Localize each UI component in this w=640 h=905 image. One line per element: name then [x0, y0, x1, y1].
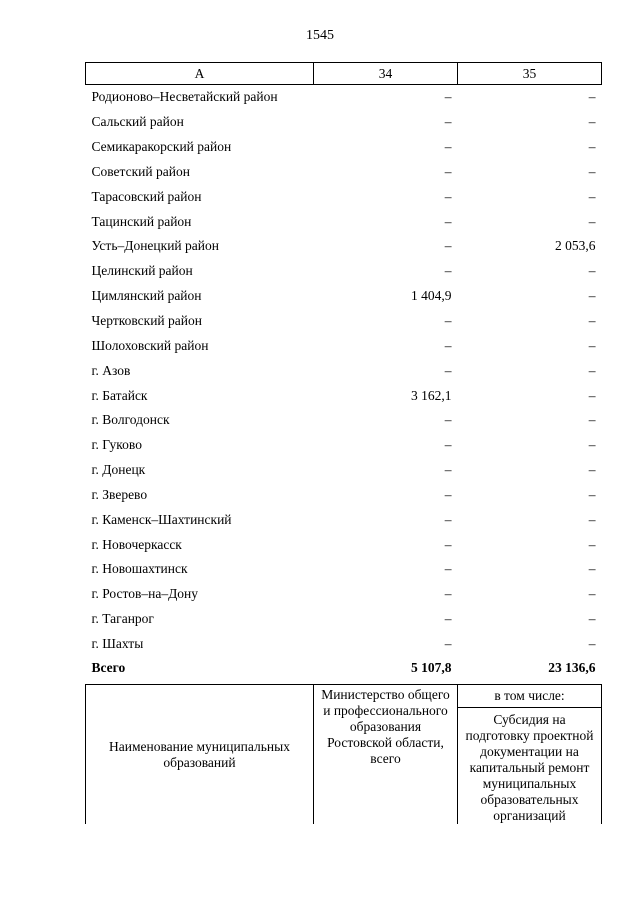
- table-row: [86, 135, 602, 160]
- value-34-cell: –: [444, 437, 452, 453]
- value-34-cell: –: [444, 163, 452, 179]
- value-34-cell: –: [444, 362, 452, 378]
- table-row: [86, 532, 602, 557]
- municipality-cell: г. Донецк: [91, 462, 146, 478]
- table-body: [86, 85, 602, 681]
- value-35-cell: –: [588, 536, 596, 552]
- table-row: [86, 557, 602, 582]
- value-34-cell: –: [444, 635, 452, 651]
- table-row: [86, 333, 602, 358]
- municipality-cell: г. Батайск: [91, 387, 148, 403]
- value-35-cell: –: [588, 163, 596, 179]
- subsidy-table: [85, 62, 602, 680]
- municipality-cell: Чертковский район: [91, 313, 202, 329]
- value-34-cell: 3 162,1: [411, 387, 452, 403]
- value-35-cell: –: [588, 586, 596, 602]
- value-35-cell: –: [588, 635, 596, 651]
- value-35-cell: –: [588, 188, 596, 204]
- value-35-cell: –: [588, 139, 596, 155]
- table-row: [86, 607, 602, 632]
- table-row: [86, 433, 602, 458]
- value-35-cell: –: [588, 437, 596, 453]
- value-35-cell: –: [588, 263, 596, 279]
- value-34-cell: –: [444, 213, 452, 229]
- municipality-cell: г. Зверево: [91, 486, 148, 502]
- value-34-cell: –: [444, 89, 452, 105]
- table-row: [86, 632, 602, 657]
- municipality-cell: Сальский район: [91, 114, 184, 130]
- table-row: [86, 582, 602, 607]
- value-34-cell: –: [444, 561, 452, 577]
- value-35-cell: –: [588, 611, 596, 627]
- table-row: [86, 160, 602, 185]
- value-35-cell: –: [588, 387, 596, 403]
- value-35-cell: 2 053,6: [555, 238, 596, 254]
- value-34-cell: –: [444, 586, 452, 602]
- municipality-cell: г. Каменск–Шахтинский: [91, 511, 232, 527]
- value-34-cell: –: [444, 511, 452, 527]
- value-34-cell: –: [444, 536, 452, 552]
- table-row: [86, 85, 602, 110]
- value-34-cell: –: [444, 486, 452, 502]
- municipality-cell: Семикаракорский район: [91, 139, 232, 155]
- table-row: [86, 358, 602, 383]
- header-including: в том числе:: [458, 685, 602, 708]
- next-table-header: [85, 684, 602, 824]
- value-35-cell: –: [588, 89, 596, 105]
- value-34-cell: –: [444, 263, 452, 279]
- total-35-cell: 23 136,6: [548, 660, 596, 676]
- header-ministry-total: Министерство общего и профессионального образования Ростовской области, всего: [314, 685, 458, 825]
- total-label: Всего: [91, 660, 126, 676]
- table-row: [86, 483, 602, 508]
- column-header-34: 34: [314, 63, 458, 85]
- table-row: [86, 383, 602, 408]
- value-34-cell: 1 404,9: [411, 288, 452, 304]
- municipality-cell: Родионово–Несветайский район: [91, 89, 278, 105]
- value-34-cell: –: [444, 238, 452, 254]
- municipality-cell: г. Таганрог: [91, 611, 154, 627]
- total-34-cell: 5 107,8: [411, 660, 452, 676]
- municipality-cell: Тарасовский район: [91, 188, 202, 204]
- table-row: [86, 184, 602, 209]
- table-row: [86, 408, 602, 433]
- table-row: [86, 309, 602, 334]
- value-34-cell: –: [444, 337, 452, 353]
- value-35-cell: –: [588, 362, 596, 378]
- value-35-cell: –: [588, 486, 596, 502]
- value-35-cell: –: [588, 337, 596, 353]
- value-35-cell: –: [588, 114, 596, 130]
- table-row: [86, 209, 602, 234]
- municipality-cell: Тацинский район: [91, 213, 192, 229]
- value-34-cell: –: [444, 114, 452, 130]
- municipality-cell: г. Азов: [91, 362, 131, 378]
- header-subsidy: Субсидия на подготовку проектной документации на капитальный ремонт муниципальных образовательных организаций: [458, 708, 602, 825]
- table-row: [86, 234, 602, 259]
- column-header-a: А: [86, 63, 314, 85]
- municipality-cell: Целинский район: [91, 263, 193, 279]
- table-header-row: [86, 63, 602, 85]
- municipality-cell: Цимлянский район: [91, 288, 202, 304]
- table-row: [86, 110, 602, 135]
- value-34-cell: –: [444, 313, 452, 329]
- value-34-cell: –: [444, 462, 452, 478]
- value-35-cell: –: [588, 288, 596, 304]
- total-row: [86, 656, 602, 680]
- value-35-cell: –: [588, 462, 596, 478]
- table-row: [86, 284, 602, 309]
- municipality-cell: г. Волгодонск: [91, 412, 170, 428]
- value-34-cell: –: [444, 188, 452, 204]
- table-row: [86, 259, 602, 284]
- value-35-cell: –: [588, 313, 596, 329]
- page-number: 1545: [306, 28, 334, 43]
- table-row: [86, 507, 602, 532]
- municipality-cell: г. Гуково: [91, 437, 142, 453]
- table-row: [86, 458, 602, 483]
- value-35-cell: –: [588, 412, 596, 428]
- municipality-cell: Советский район: [91, 163, 190, 179]
- municipality-cell: Шолоховский район: [91, 337, 209, 353]
- column-header-35: 35: [458, 63, 602, 85]
- header-municipality: Наименование муниципальных образований: [86, 685, 314, 825]
- value-35-cell: –: [588, 561, 596, 577]
- value-34-cell: –: [444, 139, 452, 155]
- municipality-cell: г. Новочеркасск: [91, 536, 182, 552]
- municipality-cell: г. Новошахтинск: [91, 561, 188, 577]
- value-34-cell: –: [444, 611, 452, 627]
- municipality-cell: г. Шахты: [91, 635, 144, 651]
- municipality-cell: Усть–Донецкий район: [91, 238, 219, 254]
- value-34-cell: –: [444, 412, 452, 428]
- municipality-cell: г. Ростов–на–Дону: [91, 586, 199, 602]
- value-35-cell: –: [588, 511, 596, 527]
- value-35-cell: –: [588, 213, 596, 229]
